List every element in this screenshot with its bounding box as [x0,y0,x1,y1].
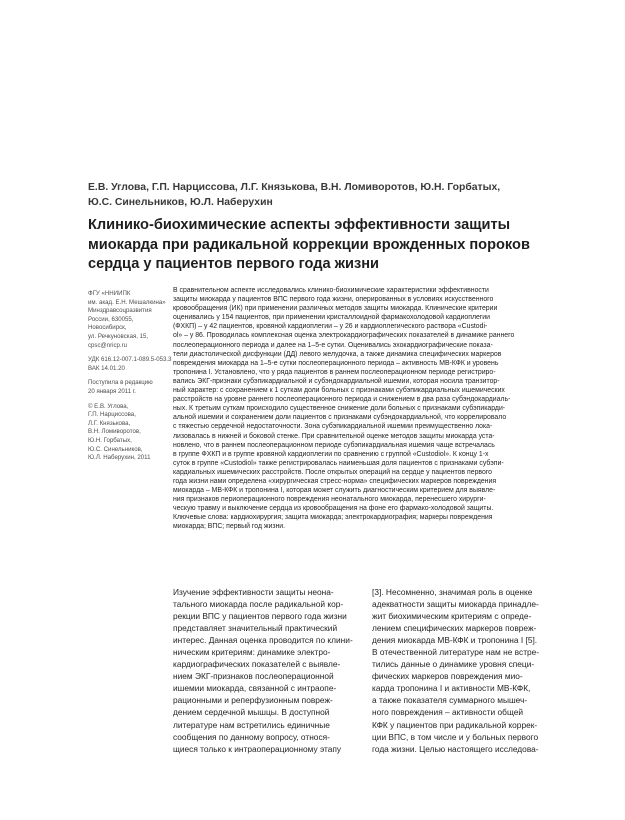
body-line: карда тропонина I и активности МВ-КФК, [372,683,531,694]
body-line: Изучение эффективности защиты неона- [173,587,334,597]
keywords-line: миокарда; ВПС; первый год жизни. [173,523,286,531]
received-line: 20 января 2011 г. [88,387,136,395]
abstract-line: В сравнительном аспекте исследовались клинико-биохимические характеристики эффективности [173,287,489,294]
body-line: фических маркеров повреждения мио- [372,671,523,682]
abstract-line: кровообращения (ИК) при применении различных методов защиты миокарда. Клинические критерии [173,305,498,313]
abstract-line: расстройств на уровне раннего послеоперационного периода и снижением в два раза субэндокардиаль- [173,396,511,404]
abstract-line: вались ЭКГ-признаки субэпикардиальной и субэндокардиальной ишемии, которая носила транзитор- [173,377,500,385]
title-line: Клинико-биохимические аспекты эффективности защиты [88,217,511,233]
abstract-line: повреждения миокарда на 1–5-е сутки послеоперационного периода – активность МВ-КФК и уровень [173,359,499,367]
article-title [88,216,598,275]
copyright-line: Ю.Н. Горбатых, [88,436,132,444]
copyright-line: © Е.В. Углова, [88,402,129,410]
body-line: щиеся только к интраоперационному этапу [173,743,342,754]
body-column-left [173,586,358,755]
affiliation-line: ул. Речкуновская, 15, [88,332,149,340]
abstract-line: ol» – у 86. Проводилась комплексная оценка электрокардиографических показателей в динамике раннего [173,332,515,340]
abstract-line: лизовалась в нижней и боковой стенке. При сравнительной оценке методов защиты миокарда уста- [173,432,495,440]
abstract [173,286,593,532]
body-line: ишемии миокарда, связанной с интраопе- [173,683,337,694]
authors-line: Ю.С. Синельников, Ю.Л. Наберухин [88,197,273,208]
copyright [88,403,164,463]
affiliation-line: Минздравсоцразвития [88,307,152,315]
udc-codes [88,356,172,373]
keywords-line: Ключевые слова: кардиохирургия; защита миокарда; электрокардиография; маркеры повреждения [173,514,493,522]
body-line: жит биохимическим критериям с опреде- [372,611,532,622]
abstract-line: альной ишемии и сохранением доли пациентов с признаками субэндокардиальной, что коррелировало [173,414,507,422]
abstract-line: миокарда – МВ-КФК и тропонина I, которая может служить диагностическим критерием для выявле- [173,487,496,495]
abstract-line: оценивались у 154 пациентов, при применении кристаллоидной фармакохолодовой кардиоплегии [173,314,491,322]
abstract-line: тели диастолической дисфункции (ДД) левого желудочка, а также динамика специфических маркеров [173,350,502,358]
article-sidebar [88,290,172,469]
body-line: рекции ВПС у пациентов первого года жизни [173,611,347,622]
title-line: сердца у пациентов первого года жизни [88,256,380,273]
abstract-line: тропонина I. Установлено, что у ряда пациентов в раннем послеоперационном периоде регистриро- [173,368,496,376]
authors-line: Е.В. Углова, Г.П. Нарциссова, Л.Г. Князькова, В.Н. Ломиворотов, Ю.Н. Горбатых, [88,182,501,193]
body-line: а также показателя суммарного мышеч- [372,695,528,706]
body-line: сообщения по данному вопросу, относя- [173,731,330,742]
body-line: рационными и реперфузионным повреж- [173,695,333,706]
copyright-line: Л.Г. Князькова, [88,419,131,427]
body-line: тились данные о динамике уровня специ- [372,659,535,670]
abstract-line: с тяжестью сердечной недостаточности. Зона субэпикардиальной ишемии преимущественно лока- [173,423,493,431]
affiliation-line: им. акад. Е.Н. Мешалкина» [88,298,166,306]
abstract-line: суток в группе «Custodiol» также регистрировалась наименьшая доля пациентов с признаками субэпи- [173,459,504,467]
affiliation-line: России, 630055, [88,315,134,323]
received-line: Поступила в редакцию [88,379,153,387]
body-line: литературе нам встретились единичные [173,719,330,730]
abstract-line: ный характер: с сохранением к 1 суткам доли больных с признаками субэпикардиальных ишемических [173,387,505,395]
body-line: ции ВПС, в том числе и у больных первого [372,731,539,742]
body-line: года жизни. Целью настоящего исследова- [372,743,539,754]
body-line: кардиографических показателей с выявле- [173,659,341,670]
body-line: дением сердечной мышцы. В доступной [173,707,330,718]
body-line: [3]. Несомненно, значимая роль в оценке [372,587,533,597]
title-line: миокарда при радикальной коррекции врожденных пороков [88,236,530,253]
affiliation [88,290,164,350]
abstract-line: ния признаков периоперационного повреждения неонатального миокарда, перенесшего хирурги- [173,496,486,504]
body-line: КФК у пациентов при радикальной коррек- [372,719,538,730]
abstract-line: послеоперационного периода и далее на 1–5-е сутки. Оценивались эхокардиографические показа- [173,341,493,349]
body-line: нием ЭКГ-признаков послеоперационной [173,671,334,682]
affiliation-line: Новосибирск, [88,324,127,332]
udc-line: УДК 616.12-007.1-089.5-053.3 [88,356,172,364]
affiliation-email: cpsc@nricp.ru [88,341,128,349]
copyright-line: Ю.Л. Наберухин, 2011 [88,454,151,462]
body-line: В отечественной литературе нам не встре- [372,647,540,658]
body-line: ническим критериям: динамике электро- [173,647,331,658]
abstract-line: (ФХКП) – у 42 пациентов, кровяной кардиоплегии – у 26 и кардиоплегического раствора «Custodi- [173,323,488,331]
body-line: лением специфических маркеров повреж- [372,623,537,634]
abstract-line: ных. К третьим суткам происходило существенное снижение доли больных с признаками субэпикарди- [173,405,506,413]
abstract-line: защиты миокарда у пациентов ВПС первого года жизни, оперированных в условиях искусственного [173,296,494,304]
abstract-line: в группе ФХКП и в группе кровяной кардиоплегии по сравнению с группой «Custodiol». К концу 1-х [173,450,489,458]
body-line: представляет значительный практический [173,623,338,634]
vak-line: ВАК 14.01.20 [88,364,125,372]
body-line: ного повреждения – активности общей [372,707,524,718]
abstract-line: года жизни нами определена «хирургическая стресс-норма» специфических маркеров повреждения [173,477,497,485]
body-line: дения миокарда МВ-КФК и тропонина I [5]. [372,635,538,646]
abstract-line: кардиальных ишемических расстройств. После открытых операций на сердце у пациентов первого [173,468,493,476]
body-line: тального миокарда после радикальной кор- [173,599,344,610]
received-date [88,379,164,396]
body-line: интерес. Данная оценка проводится по клини- [173,635,353,646]
abstract-line: ческую травму и выключение сердца из кровообращения на фоне его фармако-холодовой защиты. [173,505,494,513]
body-column-right [372,586,557,755]
copyright-line: Г.П. Нарциссова, [88,411,136,419]
affiliation-line: ФГУ «ННИИПК [88,290,131,297]
copyright-line: В.Н. Ломиворотов, [88,428,141,436]
authors [88,180,598,210]
copyright-line: Ю.С. Синельников, [88,445,143,453]
body-line: адекватности защиты миокарда принадле- [372,599,539,610]
abstract-line: новлено, что в раннем послеоперационном периоде субэпикардиальная ишемия чаще встречалась [173,441,495,449]
